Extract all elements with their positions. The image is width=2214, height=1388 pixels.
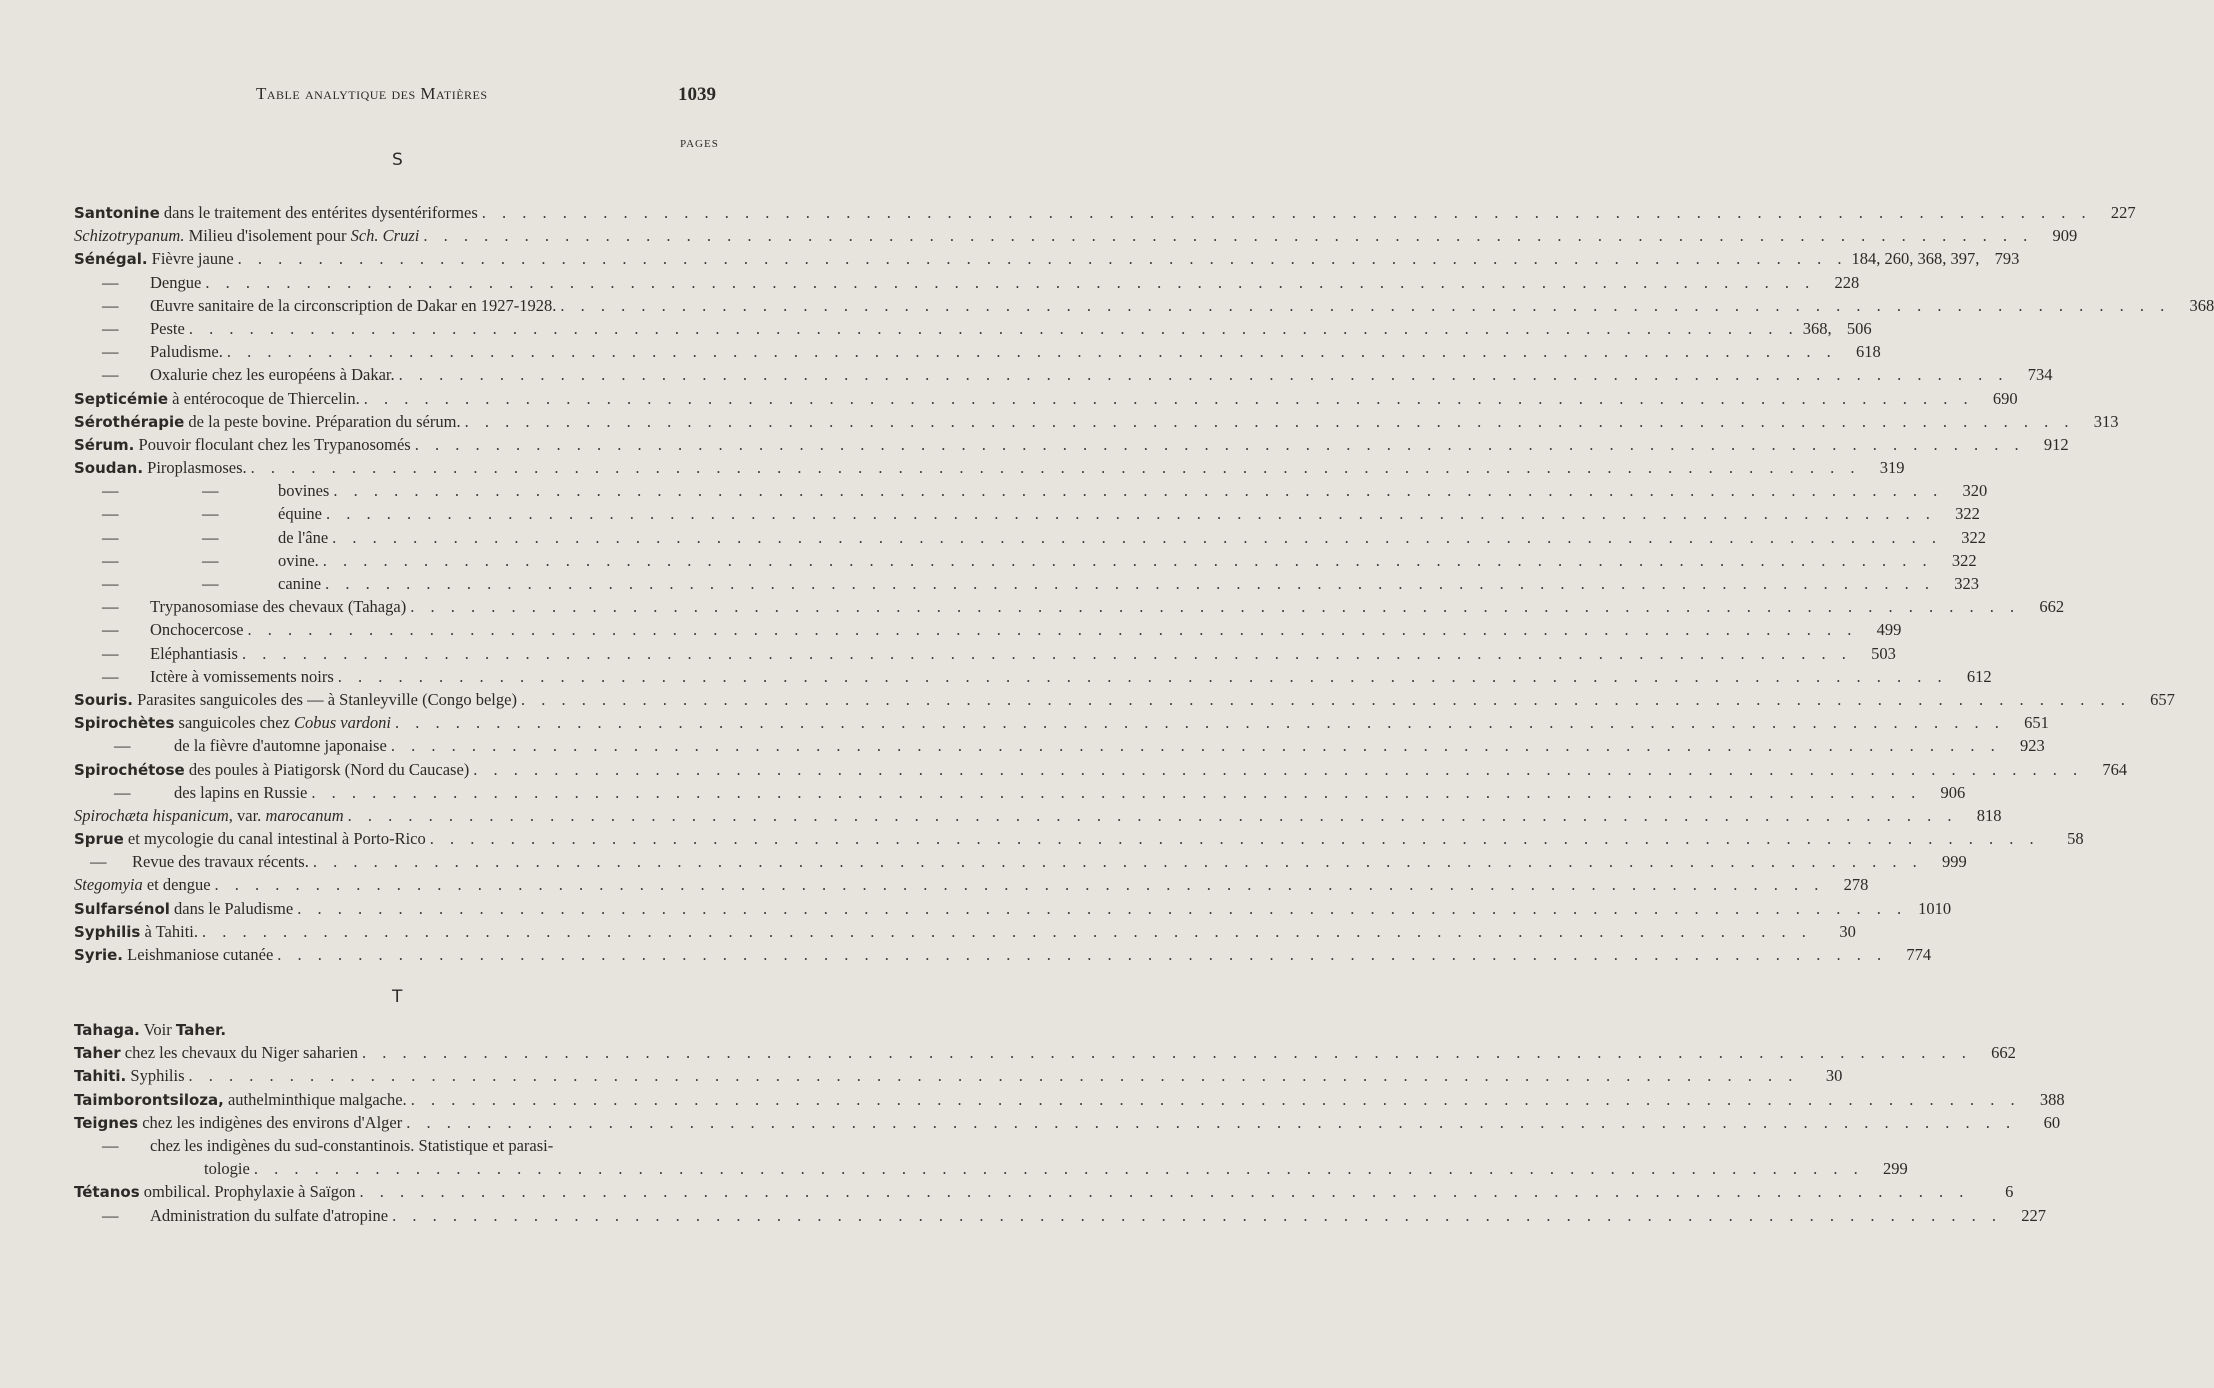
- entry-dash: —: [102, 574, 119, 593]
- index-entry: [74, 943, 1932, 966]
- entry-page-number: 228: [1834, 272, 1860, 292]
- entry-text: [74, 224, 419, 247]
- entry-page-number: 313: [2093, 411, 2119, 431]
- entry-text: [74, 201, 478, 225]
- leader-dots: . . . . . . . . . . . . . . . . . . . . . . . . . . . . . . . . . . . . . . . . . . . . . . . . . . . . . . . . . . . . . . . . . . . . . . . . . . . . . . . .: [250, 458, 1861, 478]
- entry-dash: —: [102, 365, 119, 385]
- entry-text: [74, 549, 319, 572]
- entry-description: ombilical. Prophylaxie à Saïgon: [139, 1182, 356, 1202]
- entry-page-number: 319: [1879, 458, 1905, 478]
- entry-dash: —: [102, 643, 119, 663]
- entry-dash: —: [202, 574, 219, 593]
- entry-text: [74, 688, 517, 712]
- entry-dash: —: [102, 272, 119, 292]
- entry-heading: Spirochètes: [74, 714, 175, 733]
- page-number: 1039: [678, 84, 716, 105]
- entry-dash: —: [102, 504, 119, 524]
- entry-heading: Tétanos: [74, 1183, 140, 1202]
- entry-dash: —: [102, 527, 119, 547]
- leader-dots: . . . . . . . . . . . . . . . . . . . . . . . . . . . . . . . . . . . . . . . . . . . . . . . . . . . . . . . . . . . . . . . . . . . . . . . . . . . . . . . .: [237, 249, 1848, 269]
- entry-text: [74, 1134, 553, 1157]
- leader-dots: . . . . . . . . . . . . . . . . . . . . . . . . . . . . . . . . . . . . . . . . . . . . . . . . . . . . . . . . . . . . . . . . . . . . . . . . . . . . . . . .: [481, 203, 2092, 222]
- entry-dash: —: [202, 527, 219, 547]
- entry-dash: —: [102, 666, 119, 686]
- entry-page-number: 612: [1966, 666, 1992, 686]
- entry-text: [74, 897, 293, 921]
- index-entry: [74, 224, 2078, 247]
- entry-heading: Soudan.: [74, 459, 144, 478]
- entry-heading: Tahiti.: [74, 1067, 127, 1086]
- index-entry: [74, 665, 1992, 688]
- index-entry: [74, 201, 2136, 224]
- entry-text: [74, 1088, 407, 1112]
- index-entry: [74, 433, 2069, 456]
- index-entry: [74, 688, 2175, 711]
- entry-description: Ictère à vomissements noirs: [150, 666, 334, 686]
- leader-dots: . . . . . . . . . . . . . . . . . . . . . . . . . . . . . . . . . . . . . . . . . . . . . . . . . . . . . . . . . . . . . . . . . . . . . . . . . . . . . . . .: [311, 782, 1922, 802]
- entry-heading: Syphilis: [74, 922, 141, 941]
- index-entry: [74, 1134, 1908, 1180]
- entry-description: chez les indigènes des environs d'Alger: [138, 1112, 403, 1132]
- entry-page-number: 690: [1992, 388, 2018, 408]
- entry-text: [74, 271, 201, 294]
- leader-dots: . . . . . . . . . . . . . . . . . . . . . . . . . . . . . . . . . . . . . . . . . . . . . . . . . . . . . . . . . . . . . . . . . . . . . . . . . . . . . . . .: [429, 829, 2040, 849]
- index-entry: [74, 781, 1966, 804]
- leader-dots: . . . . . . . . . . . . . . . . . . . . . . . . . . . . . . . . . . . . . . . . . . . . . . . . . . . . . . . . . . . . . . . . . . . . . . . . . . . . . . . .: [277, 945, 1888, 964]
- entry-dash: —: [102, 1205, 119, 1225]
- leader-dots: . . . . . . . . . . . . . . . . . . . . . . . . . . . . . . . . . . . . . . . . . . . . . . . . . . . . . . . . . . . . . . . . . . . . . . . . . . . . . . . .: [361, 1043, 1972, 1063]
- entry-heading: Sérum.: [74, 435, 135, 454]
- entry-heading: Syrie.: [74, 946, 123, 964]
- entry-description: authelminthique malgache.: [223, 1089, 407, 1109]
- entry-dash: —: [102, 620, 119, 640]
- entry-dash: —: [102, 295, 119, 315]
- entry-page-number: 657: [2150, 689, 2175, 709]
- pages-column-label: PAGES: [680, 138, 719, 150]
- leader-dots: . . . . . . . . . . . . . . . . . . . . . . . . . . . . . . . . . . . . . . . . . . . . . . . . . . . . . . . . . . . . . . . . . . . . . . . . . . . . . . . .: [322, 550, 1933, 570]
- index-section-t: [74, 1018, 2065, 1227]
- index-entry: [74, 758, 2128, 781]
- leader-dots: . . . . . . . . . . . . . . . . . . . . . . . . . . . . . . . . . . . . . . . . . . . . . . . . . . . . . . . . . . . . . . . . . . . . . . . . . . . . . . . .: [560, 295, 2171, 315]
- entry-description-italic: Sch. Cruzi: [350, 226, 420, 246]
- entry-description-italic: marocanum: [265, 805, 344, 825]
- entry-dash: —: [114, 736, 131, 756]
- entry-page-number: 322: [1955, 504, 1980, 524]
- entry-page-number: 764: [2102, 759, 2128, 779]
- entry-text: [74, 363, 395, 386]
- entry-text: [74, 410, 461, 434]
- entry-text: [74, 1064, 185, 1088]
- index-entry: [74, 387, 2018, 410]
- index-entry: [74, 618, 1902, 641]
- entry-text: [74, 572, 321, 595]
- leader-dots: . . . . . . . . . . . . . . . . . . . . . . . . . . . . . . . . . . . . . . . . . . . . . . . . . . . . . . . . . . . . . . . . . . . . . . . . . . . . . . . .: [406, 1112, 2017, 1132]
- index-entry: [74, 549, 1977, 572]
- entry-description: var.: [232, 805, 266, 825]
- entry-text: [74, 920, 198, 944]
- entry-page-number: 388: [2039, 1089, 2065, 1109]
- index-entry: [74, 363, 2053, 386]
- entry-heading: Stegomyia: [74, 875, 143, 895]
- entry-page-number: 906: [1940, 782, 1966, 802]
- leader-dots: . . . . . . . . . . . . . . . . . . . . . . . . . . . . . . . . . . . . . . . . . . . . . . . . . . . . . . . . . . . . . . . . . . . . . . . . . . . . . . . .: [188, 1066, 1799, 1086]
- index-entry: [74, 1041, 2016, 1064]
- leader-dots: . . . . . . . . . . . . . . . . . . . . . . . . . . . . . . . . . . . . . . . . . . . . . . . . . . . . . . . . . . . . . . . . . . . . . . . . . . . . . . . .: [241, 643, 1852, 663]
- entry-description: Fièvre jaune: [147, 249, 234, 269]
- entry-text: [74, 387, 360, 411]
- entry-page-number: 299: [1882, 1159, 1908, 1179]
- index-entry: [74, 1204, 2046, 1227]
- entry-heading: Sulfarsénol: [74, 899, 170, 918]
- entry-page-number: 734: [2027, 365, 2053, 385]
- entry-heading: Sénégal.: [74, 250, 148, 269]
- entry-heading: Septicémie: [74, 389, 169, 408]
- leader-dots: . . . . . . . . . . . . . . . . . . . . . . . . . . . . . . . . . . . . . . . . . . . . . . . . . . . . . . . . . . . . . . . . . . . . . . . . . . . . . . . .: [325, 504, 1936, 524]
- entry-description: Trypanosomiase des chevaux (Tahaga): [150, 597, 407, 617]
- leader-dots: . . . . . . . . . . . . . . . . . . . . . . . . . . . . . . . . . . . . . . . . . . . . . . . . . . . . . . . . . . . . . . . . . . . . . . . . . . . . . . . .: [205, 272, 1816, 292]
- index-entry: [74, 410, 2119, 433]
- entry-page-number: 368: [2189, 295, 2214, 315]
- leader-dots: . . . . . . . . . . . . . . . . . . . . . . . . . . . . . . . . . . . . . . . . . . . . . . . . . . . . . . . . . . . . . . . . . . . . . . . . . . . . . . . .: [332, 527, 1943, 547]
- entry-reference: Taher.: [175, 1021, 227, 1039]
- leader-dots: . . . . . . . . . . . . . . . . . . . . . . . . . . . . . . . . . . . . . . . . . . . . . . . . . . . . . . . . . . . . . . . . . . . . . . . . . . . . . . . .: [202, 921, 1812, 941]
- entry-text: [74, 781, 307, 804]
- leader-dots: . . . . . . . . . . . . . . . . . . . . . . . . . . . . . . . . . . . . . . . . . . . . . . . . . . . . . . . . . . . . . . . . . . . . . . . . . . . . . . . .: [398, 365, 2009, 385]
- entry-description: des lapins en Russie: [174, 782, 308, 802]
- index-entry: [74, 827, 2084, 850]
- entry-description: Administration du sulfate d'atropine: [150, 1205, 389, 1225]
- entry-text: [74, 827, 426, 851]
- entry-dash: —: [102, 1135, 119, 1155]
- index-entry: [74, 897, 1952, 920]
- entry-description: Leishmaniose cutanée: [123, 945, 274, 964]
- section-letter-t: T: [392, 987, 403, 1007]
- index-section-s: [74, 201, 2214, 966]
- entry-heading: Spirochæta hispanicum,: [74, 805, 233, 825]
- entry-description: Pouvoir floculant chez les Trypanosomés: [134, 434, 411, 454]
- index-entry: [74, 294, 2214, 317]
- leader-dots: . . . . . . . . . . . . . . . . . . . . . . . . . . . . . . . . . . . . . . . . . . . . . . . . . . . . . . . . . . . . . . . . . . . . . . . . . . . . . . . .: [423, 226, 2034, 246]
- entry-description: Parasites sanguicoles des — à Stanleyville (Congo belge): [132, 689, 517, 709]
- entry-page-number: 774: [1906, 945, 1932, 964]
- index-entry: [74, 873, 1869, 896]
- entry-description: de l'âne: [278, 527, 329, 547]
- entry-text: [74, 317, 185, 340]
- leader-dots: . . . . . . . . . . . . . . . . . . . . . . . . . . . . . . . . . . . . . . . . . . . . . . . . . . . . . . . . . . . . . . . . . . . . . . . . . . . . . . . .: [247, 620, 1858, 640]
- leader-dots: . . . . . . . . . . . . . . . . . . . . . . . . . . . . . . . . . . . . . . . . . . . . . . . . . . . . . . . . . . . . . . . . . . . . . . . . . . . . . . . .: [188, 318, 1799, 338]
- entry-page-references: 184, 260, 368, 397,: [1851, 249, 1980, 269]
- leader-dots: . . . . . . . . . . . . . . . . . . . . . . . . . . . . . . . . . . . . . . . . . . . . . . . . . . . . . . . . . . . . . . . . . . . . . . . . . . . . . . . .: [333, 481, 1944, 501]
- entry-page-number: 58: [2067, 829, 2084, 849]
- entry-text: [74, 1018, 226, 1042]
- entry-text: [74, 1041, 358, 1065]
- leader-dots: . . . . . . . . . . . . . . . . . . . . . . . . . . . . . . . . . . . . . . . . . . . . . . . . . . . . . . . . . . . . . . . . . . . . . . . . . . . . . . . .: [395, 713, 2005, 733]
- entry-heading: Souris.: [74, 690, 133, 709]
- index-entry: [74, 595, 2065, 618]
- leader-dots: . . . . . . . . . . . . . . . . . . . . . . . . . . . . . . . . . . . . . . . . . . . . . . . . . . . . . . . . . . . . . . . . . . . . . . . . . . . . . . . .: [312, 852, 1923, 872]
- index-entry: [74, 247, 2020, 270]
- entry-description: de la peste bovine. Préparation du sérum.: [184, 411, 461, 431]
- entry-description: Voir: [139, 1020, 176, 1039]
- entry-description: Peste: [150, 318, 185, 338]
- leader-dots: . . . . . . . . . . . . . . . . . . . . . . . . . . . . . . . . . . . . . . . . . . . . . . . . . . . . . . . . . . . . . . . . . . . . . . . . . . . . . . . .: [464, 411, 2075, 431]
- leader-dots: . . . . . . . . . . . . . . . . . . . . . . . . . . . . . . . . . . . . . . . . . . . . . . . . . . . . . . . . . . . . . . . . . . . . . . . . . . . . . . . .: [359, 1182, 1970, 1202]
- entry-text: [74, 1111, 402, 1135]
- entry-page-number: 1010: [1918, 898, 1952, 918]
- leader-dots: . . . . . . . . . . . . . . . . . . . . . . . . . . . . . . . . . . . . . . . . . . . . . . . . . . . . . . . . . . . . . . . . . . . . . . . . . . . . . . . .: [253, 1159, 1864, 1179]
- entry-page-number: 322: [1961, 527, 1987, 547]
- entry-text: [74, 502, 322, 525]
- leader-dots: . . . . . . . . . . . . . . . . . . . . . . . . . . . . . . . . . . . . . . . . . . . . . . . . . . . . . . . . . . . . . . . . . . . . . . . . . . . . . . . .: [473, 759, 2084, 779]
- index-entry: [74, 642, 1896, 665]
- entry-text: [74, 804, 344, 827]
- index-entry: [74, 1064, 1843, 1087]
- entry-text: [74, 642, 238, 665]
- index-entry: [74, 711, 2049, 734]
- index-entry: [74, 456, 1905, 479]
- entry-continuation: tologie: [204, 1159, 250, 1179]
- section-letter-s: S: [392, 150, 403, 170]
- entry-heading: Taher: [74, 1044, 121, 1063]
- entry-description: et mycologie du canal intestinal à Porto-Rico: [123, 829, 426, 849]
- entry-text: [74, 1204, 388, 1227]
- leader-dots: . . . . . . . . . . . . . . . . . . . . . . . . . . . . . . . . . . . . . . . . . . . . . . . . . . . . . . . . . . . . . . . . . . . . . . . . . . . . . . . .: [226, 342, 1837, 362]
- entry-description: équine: [278, 504, 322, 524]
- entry-page-number: 320: [1962, 481, 1988, 501]
- entry-page-number: 793: [1994, 249, 2020, 269]
- entry-description: et dengue: [142, 875, 211, 895]
- running-title: Table analytique des Matières: [256, 84, 488, 103]
- entry-description: Eléphantiasis: [150, 643, 238, 663]
- entry-dash: —: [202, 550, 219, 570]
- entry-page-number: 651: [2024, 713, 2049, 733]
- entry-description: chez les indigènes du sud-constantinois. Statistique et parasi-: [150, 1135, 554, 1155]
- entry-description: Œuvre sanitaire de la circonscription de Dakar en 1927-1928.: [150, 295, 557, 315]
- entry-text: [74, 665, 334, 688]
- leader-dots: . . . . . . . . . . . . . . . . . . . . . . . . . . . . . . . . . . . . . . . . . . . . . . . . . . . . . . . . . . . . . . . . . . . . . . . . . . . . . . . .: [347, 805, 1958, 825]
- entry-description: de la fièvre d'automne japonaise: [174, 736, 387, 756]
- entry-heading: Tahaga.: [74, 1021, 140, 1039]
- entry-description: Syphilis: [126, 1066, 185, 1086]
- entry-heading: Taimborontsiloza,: [74, 1090, 224, 1109]
- entry-description: chez les chevaux du Niger saharien: [120, 1043, 358, 1063]
- entry-text: [74, 734, 387, 757]
- entry-text: [74, 943, 273, 967]
- index-entry: [74, 317, 1872, 340]
- entry-description: Paludisme.: [150, 342, 223, 362]
- entry-page-number: 227: [2021, 1205, 2046, 1225]
- leader-dots: . . . . . . . . . . . . . . . . . . . . . . . . . . . . . . . . . . . . . . . . . . . . . . . . . . . . . . . . . . . . . . . . . . . . . . . . . . . . . . . .: [410, 597, 2021, 617]
- index-entry: [74, 920, 1856, 943]
- leader-dots: . . . . . . . . . . . . . . . . . . . . . . . . . . . . . . . . . . . . . . . . . . . . . . . . . . . . . . . . . . . . . . . . . . . . . . . . . . . . . . . .: [297, 898, 1908, 918]
- entry-page-references: 368,: [1802, 318, 1832, 338]
- entry-dash: —: [102, 597, 119, 617]
- entry-description: bovines: [278, 481, 330, 501]
- entry-text: [74, 526, 328, 549]
- entry-dash: —: [102, 481, 119, 501]
- entry-text: [74, 595, 406, 618]
- entry-heading: Spirochétose: [74, 760, 185, 779]
- entry-page-number: 912: [2043, 434, 2069, 454]
- entry-page-number: 322: [1951, 550, 1977, 570]
- index-entry: [74, 271, 1860, 294]
- entry-description: à entérocoque de Thiercelin.: [168, 388, 360, 408]
- leader-dots: . . . . . . . . . . . . . . . . . . . . . . . . . . . . . . . . . . . . . . . . . . . . . . . . . . . . . . . . . . . . . . . . . . . . . . . . . . . . . . . .: [325, 574, 1935, 593]
- entry-text: [74, 340, 223, 363]
- entry-description: des poules à Piatigorsk (Nord du Caucase): [184, 759, 470, 779]
- index-entry: [74, 1088, 2065, 1111]
- entry-page-number: 618: [1856, 342, 1881, 362]
- entry-page-number: 662: [2039, 597, 2065, 617]
- leader-dots: . . . . . . . . . . . . . . . . . . . . . . . . . . . . . . . . . . . . . . . . . . . . . . . . . . . . . . . . . . . . . . . . . . . . . . . . . . . . . . . .: [337, 666, 1948, 686]
- entry-heading: Schizotrypanum.: [74, 226, 185, 246]
- index-entry: [74, 572, 1979, 595]
- entry-heading: Teignes: [74, 1113, 139, 1132]
- entry-description-italic: Cobus vardoni: [293, 713, 392, 733]
- entry-description: Onchocercose: [150, 620, 244, 640]
- entry-description: dans le traitement des entérites dysentériformes: [159, 203, 478, 222]
- entry-dash: —: [102, 342, 119, 362]
- entry-page-number: 499: [1876, 620, 1902, 640]
- leader-dots: . . . . . . . . . . . . . . . . . . . . . . . . . . . . . . . . . . . . . . . . . . . . . . . . . . . . . . . . . . . . . . . . . . . . . . . . . . . . . . . .: [414, 434, 2025, 454]
- index-entry: [74, 340, 1881, 363]
- index-entry: [74, 1111, 2061, 1134]
- entry-page-number: 323: [1954, 574, 1979, 593]
- entry-description: Revue des travaux récents.: [132, 852, 309, 872]
- entry-page-number: 506: [1846, 318, 1872, 338]
- entry-dash: —: [114, 782, 131, 802]
- entry-page-number: 923: [2019, 736, 2045, 756]
- entry-page-number: 6: [2005, 1182, 2014, 1202]
- entry-description: sanguicoles chez: [174, 713, 294, 733]
- entry-dash: —: [90, 852, 107, 872]
- index-entry: [74, 526, 1987, 549]
- entry-description: canine: [278, 574, 322, 593]
- entry-page-number: 227: [2110, 203, 2136, 222]
- entry-text: [74, 711, 391, 735]
- entry-description: Milieu d'isolement pour: [184, 226, 351, 246]
- leader-dots: . . . . . . . . . . . . . . . . . . . . . . . . . . . . . . . . . . . . . . . . . . . . . . . . . . . . . . . . . . . . . . . . . . . . . . . . . . . . . . . .: [390, 736, 2001, 756]
- entry-page-number: 503: [1871, 643, 1896, 663]
- entry-description: ovine.: [278, 550, 319, 570]
- entry-page-number: 278: [1843, 875, 1869, 895]
- leader-dots: . . . . . . . . . . . . . . . . . . . . . . . . . . . . . . . . . . . . . . . . . . . . . . . . . . . . . . . . . . . . . . . . . . . . . . . . . . . . . . . .: [520, 689, 2131, 709]
- entry-text: [74, 294, 556, 317]
- entry-text: [74, 850, 309, 873]
- entry-page-number: 662: [1991, 1043, 2016, 1063]
- entry-description: dans le Paludisme: [169, 898, 294, 918]
- entry-page-number: 30: [1825, 1066, 1843, 1086]
- entry-page-number: 818: [1976, 805, 2002, 825]
- entry-heading: Sérothérapie: [74, 412, 185, 431]
- entry-page-number: 30: [1839, 921, 1856, 941]
- entry-text: [74, 618, 243, 641]
- entry-description: Piroplasmoses.: [143, 458, 247, 478]
- entry-text: [74, 433, 411, 457]
- index-entry: [74, 734, 2045, 757]
- entry-description: Dengue: [150, 272, 202, 292]
- entry-dash: —: [202, 481, 219, 501]
- entry-text: [74, 456, 247, 480]
- entry-text: [74, 1180, 355, 1204]
- entry-text: [74, 873, 211, 896]
- leader-dots: . . . . . . . . . . . . . . . . . . . . . . . . . . . . . . . . . . . . . . . . . . . . . . . . . . . . . . . . . . . . . . . . . . . . . . . . . . . . . . . .: [363, 388, 1974, 408]
- entry-dash: —: [102, 550, 119, 570]
- leader-dots: . . . . . . . . . . . . . . . . . . . . . . . . . . . . . . . . . . . . . . . . . . . . . . . . . . . . . . . . . . . . . . . . . . . . . . . . . . . . . . . .: [410, 1089, 2021, 1109]
- entry-dash: —: [202, 504, 219, 524]
- entry-page-number: 60: [2043, 1112, 2061, 1132]
- index-entry: [74, 1018, 734, 1041]
- entry-description: Oxalurie chez les européens à Dakar.: [150, 365, 395, 385]
- leader-dots: . . . . . . . . . . . . . . . . . . . . . . . . . . . . . . . . . . . . . . . . . . . . . . . . . . . . . . . . . . . . . . . . . . . . . . . . . . . . . . . .: [392, 1205, 2002, 1225]
- index-entry: [74, 850, 1967, 873]
- index-entry: [74, 804, 2002, 827]
- entry-page-number: 999: [1941, 852, 1967, 872]
- index-entry: [74, 479, 1988, 502]
- index-entry: [74, 502, 1980, 525]
- index-entry: [74, 1180, 2014, 1203]
- entry-text: [74, 758, 469, 782]
- entry-dash: —: [102, 318, 119, 338]
- entry-heading: Santonine: [74, 204, 160, 222]
- leader-dots: . . . . . . . . . . . . . . . . . . . . . . . . . . . . . . . . . . . . . . . . . . . . . . . . . . . . . . . . . . . . . . . . . . . . . . . . . . . . . . . .: [214, 875, 1825, 895]
- entry-text: [74, 247, 234, 271]
- entry-text: [74, 479, 329, 502]
- entry-page-number: 909: [2052, 226, 2078, 246]
- entry-description: à Tahiti.: [140, 921, 199, 941]
- entry-heading: Sprue: [74, 830, 124, 849]
